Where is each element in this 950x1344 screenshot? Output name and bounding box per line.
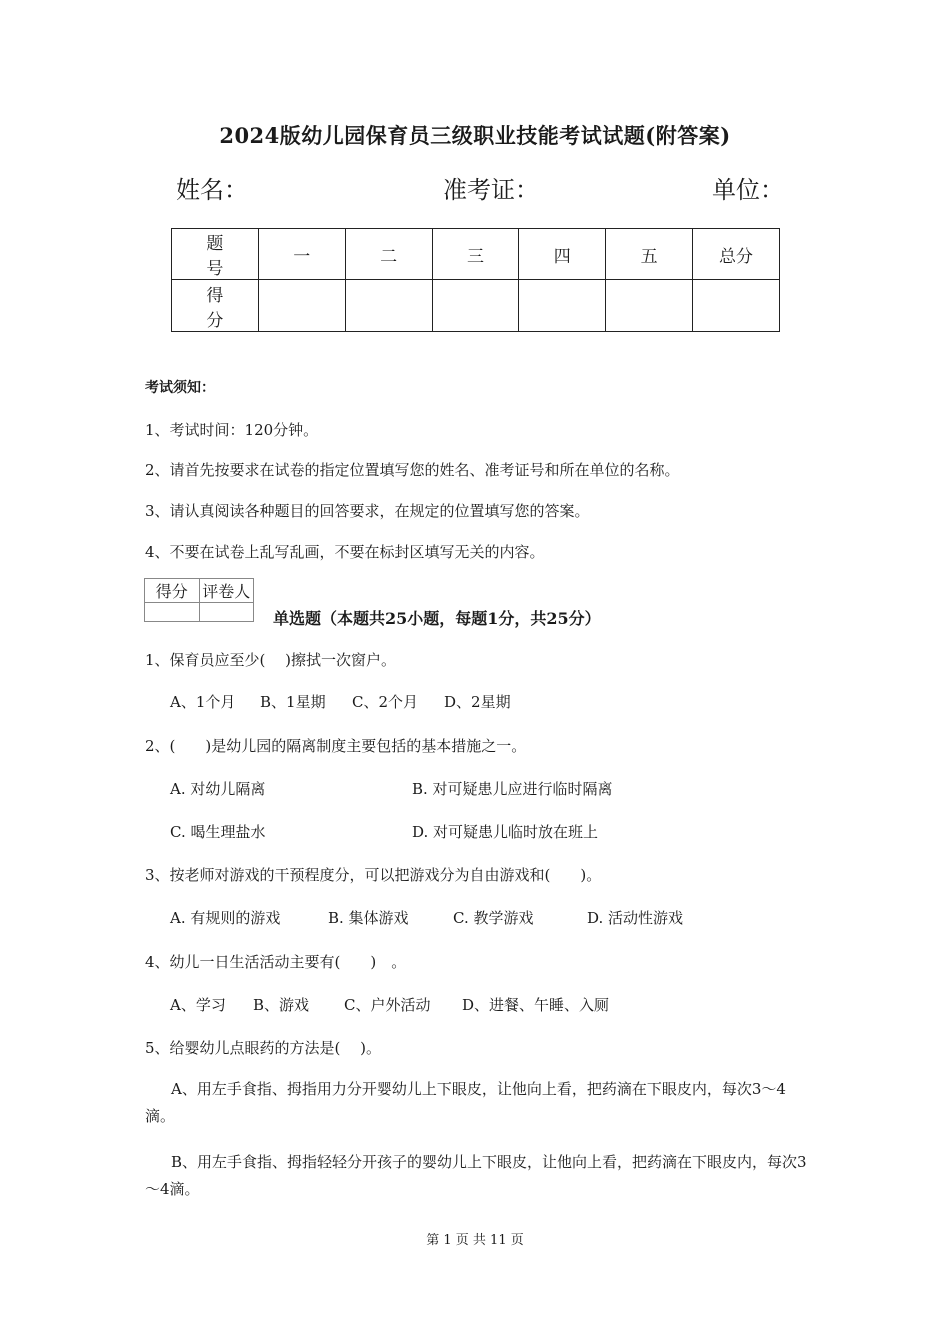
document-title: 2024版幼儿园保育员三级职业技能考试试题(附答案) (219, 123, 731, 148)
question-option: D、进餐、午睡、入厕 (462, 996, 610, 1014)
score-table-header-cell: 二 (345, 229, 432, 280)
question-option: A、学习 (170, 996, 226, 1014)
score-table-header-row (172, 229, 780, 280)
question-stem: 1、保育员应至少( )擦拭一次窗户。 (145, 651, 397, 669)
score-cell[interactable] (606, 280, 693, 332)
unit-field-label: 单位： (712, 176, 784, 204)
question-stem: 4、幼儿一日生活活动主要有( ) 。 (145, 953, 407, 971)
page-footer: 第 1 页 共 11 页 (426, 1233, 524, 1248)
section-title: 单选题（本题共25小题，每题1分，共25分） (273, 609, 601, 628)
notice-heading: 考试须知： (145, 380, 215, 396)
name-field-label: 姓名： (176, 176, 248, 204)
notice-item: 1、考试时间：120分钟。 (145, 421, 319, 439)
question-option: A. 有规则的游戏 (170, 909, 281, 927)
score-table-row-label: 得 分 (172, 280, 259, 332)
score-cell[interactable] (693, 280, 780, 332)
question-option: B、用左手食指、拇指轻轻分开孩子的婴幼儿上下眼皮，让他向上看，把药滴在下眼皮内，每次3～4滴。 (145, 1153, 807, 1198)
question-option: C、2个月 (352, 693, 419, 711)
score-table-header-cell: 四 (519, 229, 606, 280)
question-option: D. 活动性游戏 (587, 909, 684, 927)
question-option: C、户外活动 (344, 996, 431, 1014)
score-cell[interactable] (519, 280, 606, 332)
exam-id-field-label: 准考证： (443, 176, 539, 204)
question-option: A、1个月 (170, 693, 236, 711)
question-option: B、1星期 (260, 693, 326, 711)
score-table-header-cell: 三 (432, 229, 519, 280)
score-table-header-cell: 题 号 (172, 229, 259, 280)
question-option: A. 对幼儿隔离 (170, 780, 266, 798)
grader-name-label: 评卷人 (199, 579, 254, 603)
grader-score-cell[interactable] (145, 603, 200, 622)
score-table-score-row (172, 280, 780, 332)
grader-score-label: 得分 (145, 579, 200, 603)
notice-item: 2、请首先按要求在试卷的指定位置填写您的姓名、准考证号和所在单位的名称。 (145, 461, 680, 479)
grader-box (144, 578, 254, 622)
score-table-header-cell: 五 (606, 229, 693, 280)
question-option: A、用左手食指、拇指用力分开婴幼儿上下眼皮，让他向上看，把药滴在下眼皮内，每次3～4滴。 (145, 1080, 786, 1125)
score-cell[interactable] (432, 280, 519, 332)
score-table (171, 228, 780, 332)
question-option: B. 集体游戏 (328, 909, 409, 927)
question-option: B. 对可疑患儿应进行临时隔离 (412, 780, 613, 798)
grader-name-cell[interactable] (199, 603, 254, 622)
question-option: D、2星期 (444, 693, 511, 711)
question-stem: 3、按老师对游戏的干预程度分，可以把游戏分为自由游戏和( )。 (145, 866, 602, 884)
score-table-header-cell: 总分 (693, 229, 780, 280)
question-option: C. 喝生理盐水 (170, 823, 266, 841)
score-cell[interactable] (345, 280, 432, 332)
notice-item: 3、请认真阅读各种题目的回答要求，在规定的位置填写您的答案。 (145, 502, 590, 520)
question-option: B、游戏 (253, 996, 310, 1014)
question-option: D. 对可疑患儿临时放在班上 (412, 823, 599, 841)
question-option: C. 教学游戏 (453, 909, 534, 927)
notice-item: 4、不要在试卷上乱写乱画，不要在标封区填写无关的内容。 (145, 543, 545, 561)
question-stem: 5、给婴幼儿点眼药的方法是( )。 (145, 1039, 382, 1057)
question-stem: 2、( )是幼儿园的隔离制度主要包括的基本措施之一。 (145, 737, 527, 755)
score-table-header-cell: 一 (258, 229, 345, 280)
